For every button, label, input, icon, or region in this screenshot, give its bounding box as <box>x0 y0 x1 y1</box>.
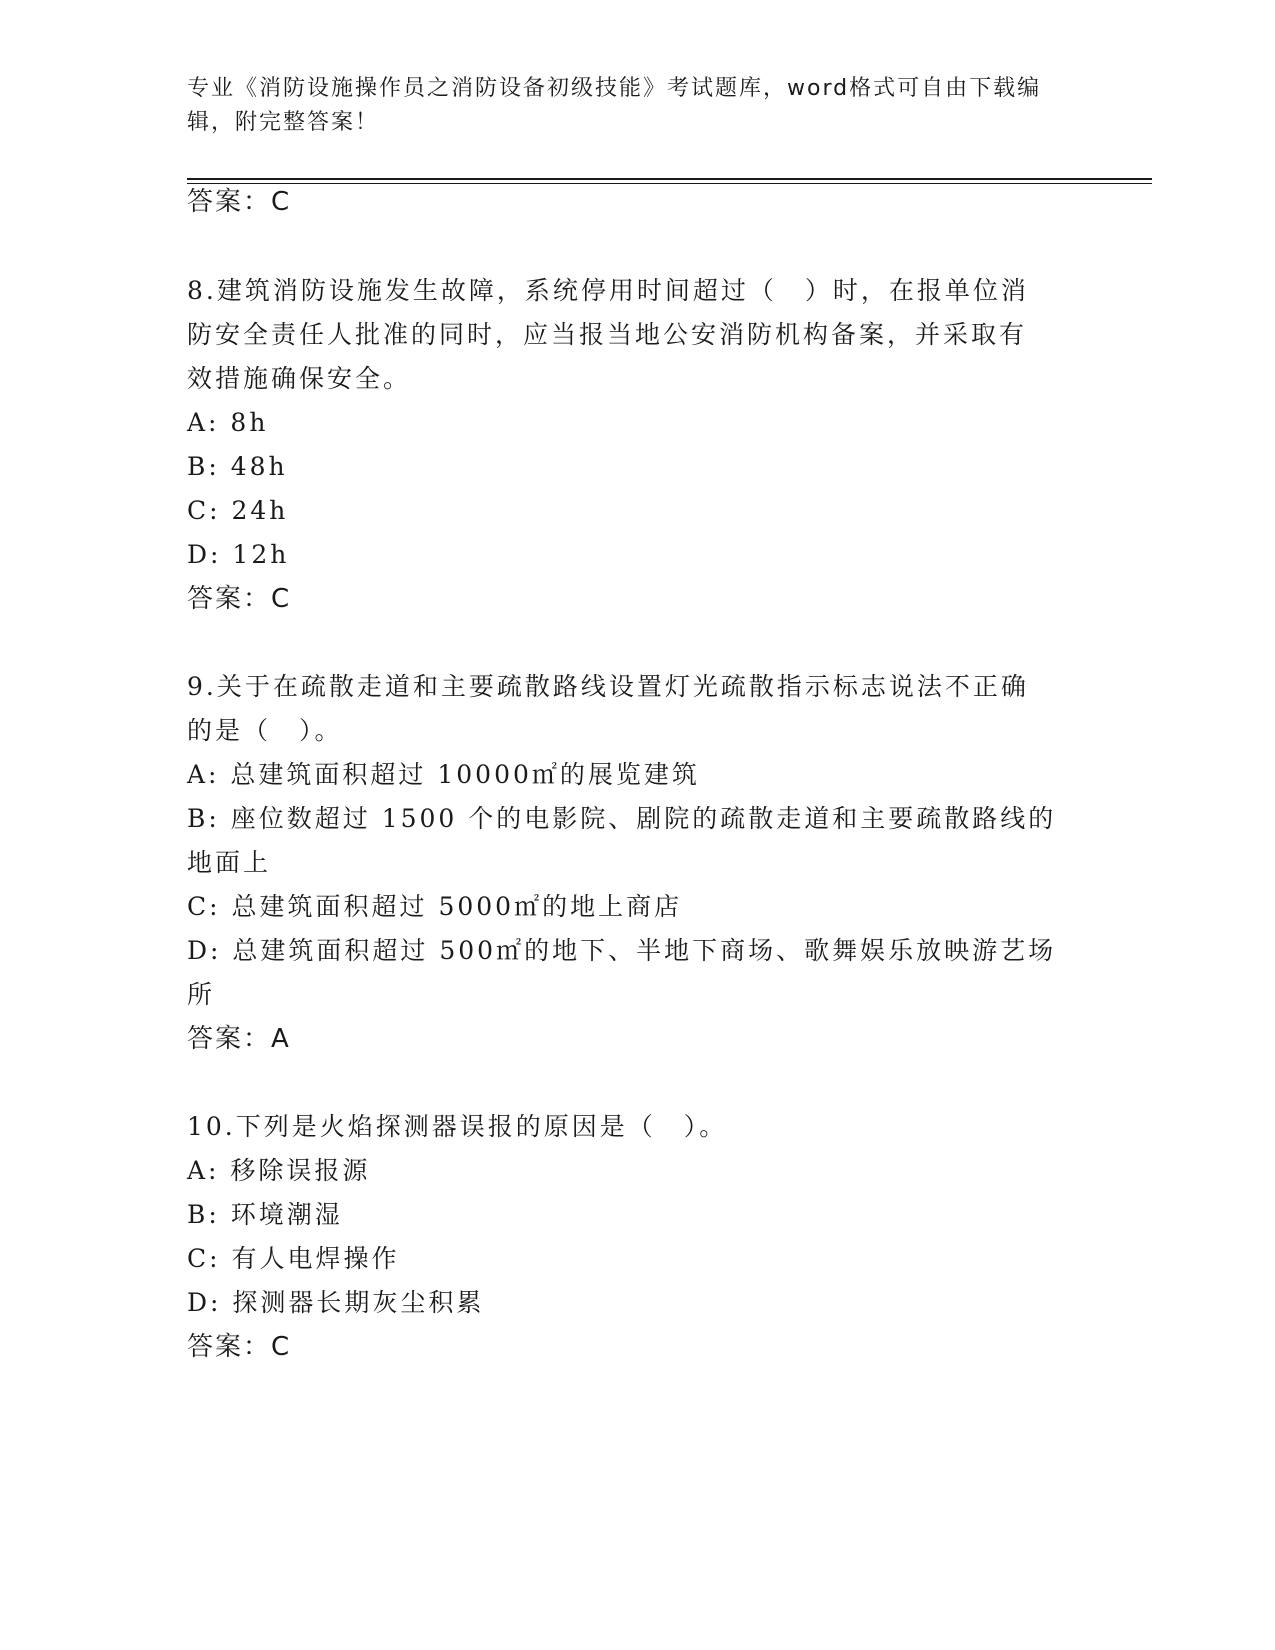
header-line-2: 辑，附完整答案！ <box>187 110 380 135</box>
header-line-1: 专业《消防设施操作员之消防设备初级技能》考试题库，word格式可自由下载编 <box>187 76 1042 101</box>
answer-line: 答案：C <box>187 1332 292 1362</box>
option-c: C: 24h <box>187 496 289 525</box>
option-d: D: 12h <box>187 540 290 569</box>
option-b: B: 座位数超过 1500 个的电影院、剧院的疏散走道和主要疏散路线的 <box>187 804 1057 833</box>
answer-line: 答案：A <box>187 1024 291 1054</box>
question-stem-line: 的是（ ）。 <box>187 716 343 745</box>
question-stem-line: 10.下列是火焰探测器误报的原因是（ ）。 <box>187 1112 728 1141</box>
answer-line: 答案：C <box>187 584 292 614</box>
option-b: B: 环境潮湿 <box>187 1200 343 1229</box>
question-stem-line: 防安全责任人批准的同时，应当报当地公安消防机构备案，并采取有 <box>187 320 1028 349</box>
option-a: A: 8h <box>187 408 269 437</box>
option-d: D: 总建筑面积超过 500㎡的地下、半地下商场、歌舞娱乐放映游艺场 <box>187 936 1057 965</box>
question-stem-line: 效措施确保安全。 <box>187 364 412 393</box>
question-stem-line: 9.关于在疏散走道和主要疏散路线设置灯光疏散指示标志说法不正确 <box>187 672 1029 701</box>
option-a: A: 移除误报源 <box>187 1156 371 1185</box>
header-rule-thick <box>187 178 1152 180</box>
option-d: D: 探测器长期灰尘积累 <box>187 1288 485 1317</box>
header-rule-thin <box>187 183 1152 184</box>
option-c: C: 总建筑面积超过 5000㎡的地上商店 <box>187 892 683 921</box>
answer-line: 答案：C <box>187 187 292 217</box>
option-d-continued: 所 <box>187 980 216 1009</box>
option-b-continued: 地面上 <box>187 848 272 877</box>
option-a: A: 总建筑面积超过 10000㎡的展览建筑 <box>187 760 700 789</box>
question-stem-line: 8.建筑消防设施发生故障，系统停用时间超过（ ）时，在报单位消 <box>187 276 1029 305</box>
option-b: B: 48h <box>187 452 288 481</box>
option-c: C: 有人电焊操作 <box>187 1244 400 1273</box>
document-header <box>187 72 1067 140</box>
